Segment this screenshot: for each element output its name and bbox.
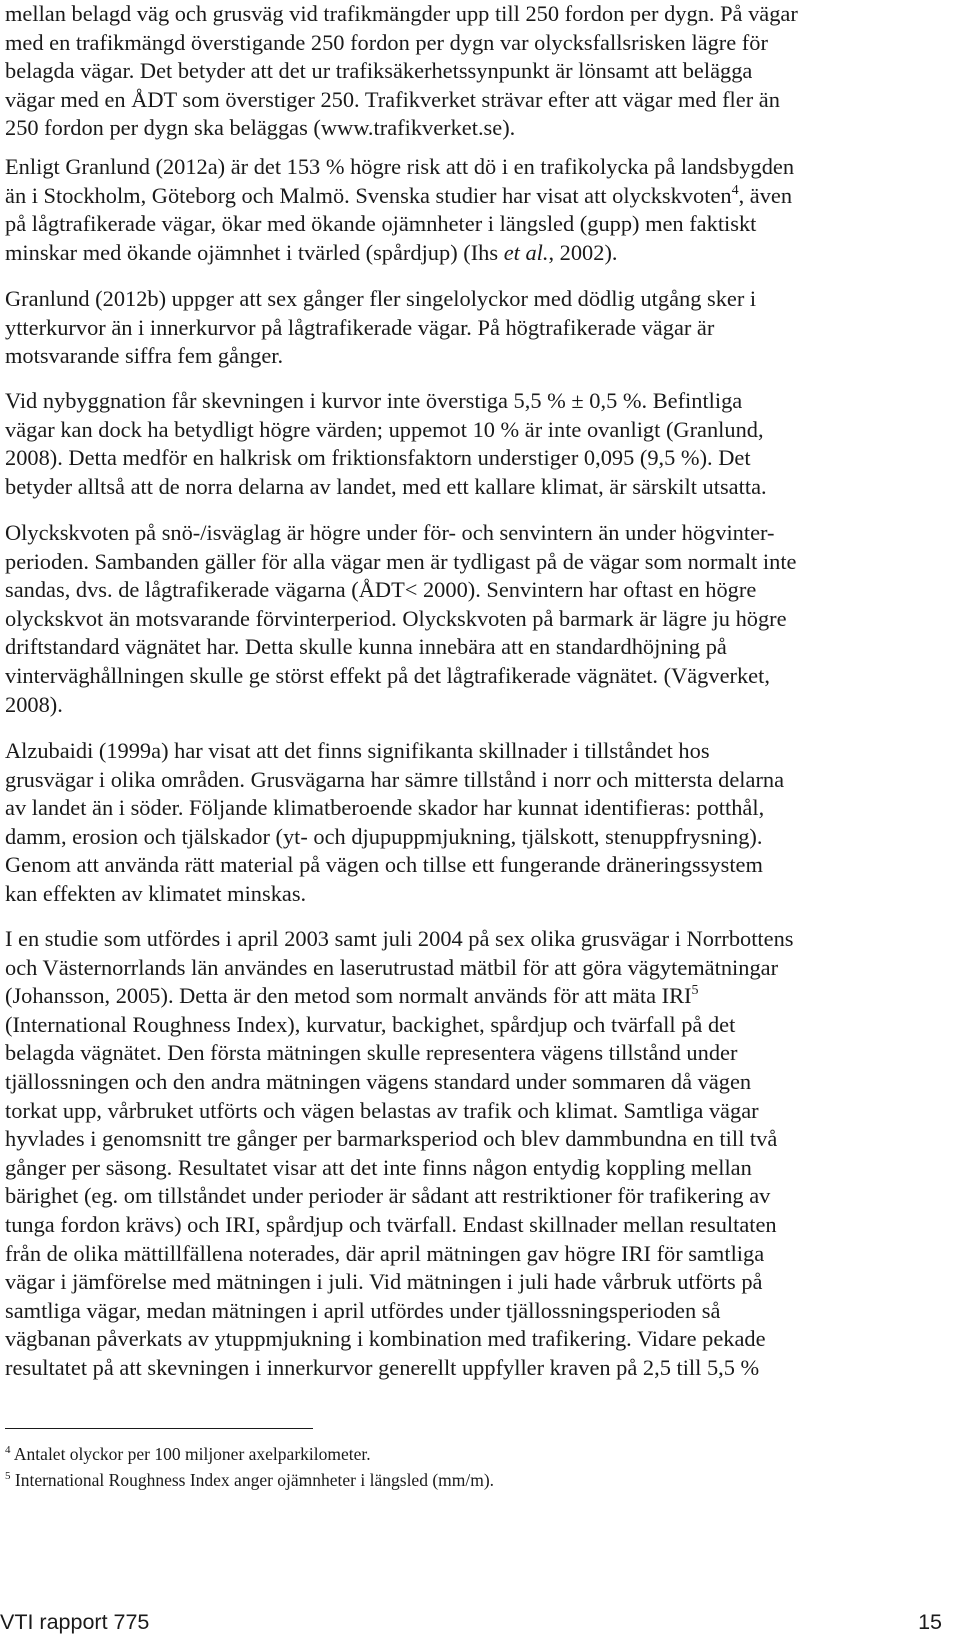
text-line: gånger per säsong. Resultatet visar att det inte finns någon entydig koppling mellan [5,1154,752,1180]
text-line: belagda vägar. Det betyder att det ur trafiksäkerhetssynpunkt är lönsamt att belägga [5,58,753,84]
text-line: tunga fordon krävs) och IRI, spårdjup och tvärfall. Endast skillnader mellan resultaten [5,1211,777,1237]
paragraph-granlund-2012b [5,285,925,371]
text-line: mellan belagd väg och grusväg vid trafikmängder upp till 250 fordon per dygn. På vägar [5,1,798,26]
text-line [5,982,925,1011]
paragraph-granlund-2012a [5,153,925,267]
text-line: damm, erosion och tjälskador (yt- och djupuppmjukning, tjälskott, stenuppfrysning). [5,823,763,849]
text-line: driftstandard vägnätet har. Detta skulle kunna innebära att en standardhöjning på [5,634,727,660]
footnote-4 [5,1441,925,1467]
text-span: , även [738,182,793,208]
footnote-text: International Roughness Index anger ojämnheter i längsled (mm/m). [14,1470,495,1490]
text-line [5,239,925,268]
paragraph-trafficvolume [5,0,925,143]
text-line: sandas, dvs. de lågtrafikerade vägarna (ÅDT< 2000). Senvintern har oftast en högre [5,577,757,603]
text-line: från de olika mättillfällena noterades, där april mätningen gav högre IRI för samtliga [5,1240,765,1266]
text-line: betyder alltså att de norra delarna av landet, med ett kallare klimat, är särskilt utsatta. [5,473,767,499]
paragraph-skevning [5,387,925,501]
text-line: 250 fordon per dygn ska beläggas (www.trafikverket.se). [5,115,516,141]
text-line: vägar kan dock ha betydligt högre värden; uppemot 10 % är inte ovanligt (Granlund, [5,416,764,442]
footnote-number: 5 [5,1470,11,1482]
text-line: motsvarande siffra fem gånger. [5,343,284,369]
text-line: Genom att använda rätt material på vägen och tillse ett fungerande dräneringssystem [5,852,763,878]
text-line: Olyckskvoten på snö-/isväglag är högre under för- och senvintern än under högvinter- [5,520,775,545]
italic-et-al: et al. [503,239,549,265]
paragraph-study-2003-2004 [5,925,925,1383]
text-line: resultatet på att skevningen i innerkurvor generellt uppfyller kraven på 2,5 till 5,5 % [5,1354,760,1380]
page-footer [0,1608,960,1644]
text-line: på lågtrafikerade vägar, ökar med ökande ojämnheter i längsled (gupp) men faktiskt [5,211,757,237]
text-line: ytterkurvor än i innerkurvor på lågtrafikerade vägar. På högtrafikerade vägar är [5,314,715,340]
footnote-ref-4: 4 [731,182,739,198]
paragraph-alzubaidi [5,737,925,909]
text-line: av landet än i söder. Följande klimatberoende skador har kunnat identifieras: potthål, [5,795,765,821]
text-line: hyvlades i genomsnitt tre gånger per barmarksperiod och blev dammbundna en till två [5,1126,778,1152]
text-line: med en trafikmängd överstigande 250 fordon per dygn var olycksfallsrisken lägre för [5,29,768,55]
text-line: tjällossningen och den andra mätningen vägens standard under sommaren då vägen [5,1068,752,1094]
text-line: samtliga vägar, medan mätningen i april utfördes under tjällossningsperioden så [5,1297,721,1323]
text-line: Granlund (2012b) uppger att sex gånger fler singelolyckor med dödlig utgång sker i [5,286,757,311]
footnote-divider [5,1428,313,1429]
text-line: och Västernorrlands län användes en laserutrustad mätbil för att göra vägytemätningar [5,954,779,980]
text-line: grusvägar i olika områden. Grusvägarna har sämre tillstånd i norr och mittersta delarna [5,766,785,792]
text-line: torkat upp, vårbruket utförts och vägen belastas av trafik och klimat. Samtliga vägar [5,1097,759,1123]
text-span: än i Stockholm, Göteborg och Malmö. Svenska studier har visat att olyckskvoten [5,182,732,208]
text-line: kan effekten av klimatet minskas. [5,880,307,906]
text-line: vägar i jämförelse med mätningen i juli. Vid mätningen i juli hade vårbruk utförts på [5,1269,763,1295]
text-line: belagda vägnätet. Den första mätningen skulle representera vägens tillstånd under [5,1040,738,1066]
text-line: olyckskvot än motsvarande förvinterperiod. Olyckskvoten på barmark är lägre ju högre [5,605,787,631]
paragraph-winter-conditions [5,519,925,719]
text-line: (International Roughness Index), kurvatur, backighet, spårdjup och tvärfall på det [5,1011,736,1037]
text-line: perioden. Sambanden gäller för alla vägar men är tydligast på de vägar som normalt inte [5,548,797,574]
text-span: minskar med ökande ojämnhet i tvärled (spårdjup) (Ihs [5,239,504,265]
footnote-5 [5,1467,925,1493]
report-name: VTI rapport 775 [0,1610,150,1634]
text-line: 2008). Detta medför en halkrisk om friktionsfaktorn understiger 0,095 (9,5 %). Det [5,445,751,471]
footnote-ref-5: 5 [691,983,699,999]
text-line: vägbanan påverkats av ytuppmjukning i kombination med trafikering. Vidare pekade [5,1326,766,1352]
text-line: vägar med en ÅDT som överstiger 250. Trafikverket strävar efter att vägar med fler än [5,86,780,112]
text-line: Vid nybyggnation får skevningen i kurvor inte överstiga 5,5 % ± 0,5 %. Befintliga [5,388,743,413]
footnote-text: Antalet olyckor per 100 miljoner axelparkilometer. [13,1444,371,1464]
text-line: Alzubaidi (1999a) har visat att det finns signifikanta skillnader i tillståndet hos [5,738,710,763]
text-span: (Johansson, 2005). Detta är den metod som normalt används för att mäta IRI [5,983,692,1009]
text-line [5,182,925,211]
text-line: vinterväghållningen skulle ge störst effekt på det lågtrafikerade vägnätet. (Vägverket, [5,662,770,688]
page-number: 15 [918,1610,942,1634]
text-line: Enligt Granlund (2012a) är det 153 % högre risk att dö i en trafikolycka på landsbygden [5,154,795,179]
text-line: I en studie som utfördes i april 2003 samt juli 2004 på sex olika grusvägar i Norrbottens [5,926,794,951]
text-span: , 2002). [548,239,618,265]
footnote-number: 4 [5,1444,11,1456]
text-line: 2008). [5,691,63,717]
text-line: bärighet (eg. om tillståndet under perioder är sådant att restriktioner för trafikering av [5,1183,771,1209]
footnotes [5,1441,925,1493]
